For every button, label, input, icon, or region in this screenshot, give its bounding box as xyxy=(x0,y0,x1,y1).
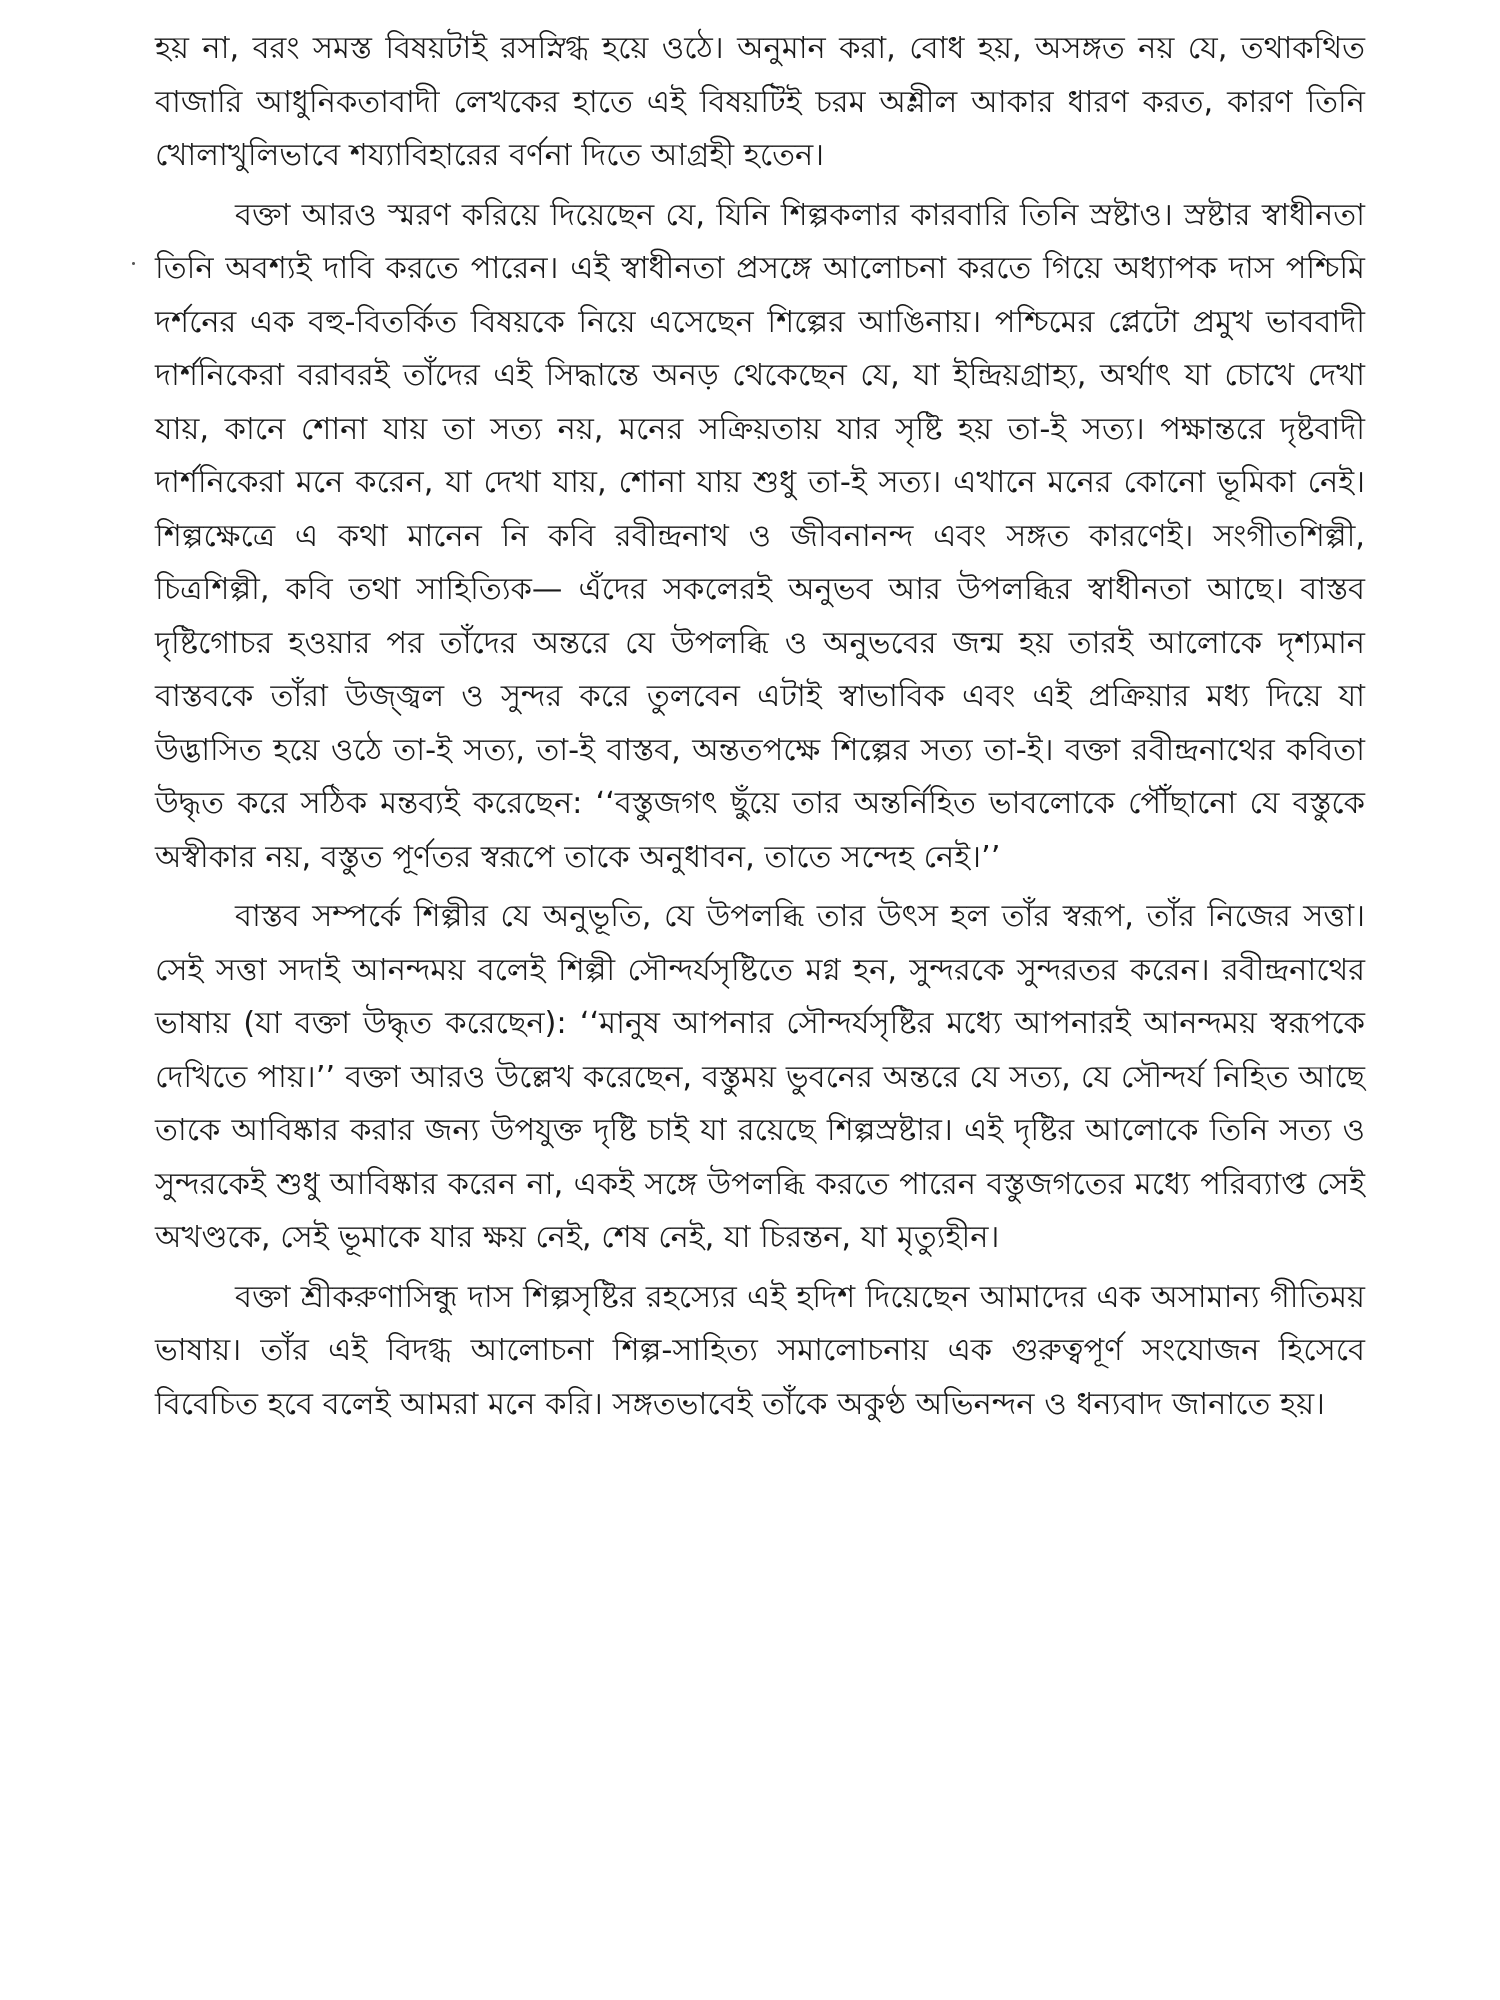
scan-speck xyxy=(132,262,135,265)
paragraph-closing: বক্তা শ্রীকরুণাসিন্ধু দাস শিল্পসৃষ্টির রহস্যের এই হদিশ দিয়েছেন আমাদের এক অসামান্য গীতিময় ভাষায়। তাঁর এই বিদগ্ধ আলোচনা শিল্প-সাহিত্য সমালোচনায় এক গুরুত্বপূর্ণ সংযোজন হিসেবে বিবেচিত হবে বলেই আমরা মনে করি। সঙ্গতভাবেই তাঁকে অকুণ্ঠ অভিনন্দন ও ধন্যবাদ জানাতে হয়। xyxy=(155,1279,1365,1422)
paragraph-continuation: হয় না, বরং সমস্ত বিষয়টাই রসস্নিগ্ধ হয়ে ওঠে। অনুমান করা, বোধ হয়, অসঙ্গত নয় যে, তথাকথিত বাজারি আধুনিকতাবাদী লেখকের হাতে এই বিষয়টিই চরম অশ্লীল আকার ধারণ করত, কারণ তিনি খোলাখুলিভাবে শয্যাবিহারের বর্ণনা দিতে আগ্রহী হতেন। xyxy=(155,31,1365,173)
document-page xyxy=(155,22,1365,1431)
paragraph-artist-perception: বাস্তব সম্পর্কে শিল্পীর যে অনুভূতি, যে উপলব্ধি তার উৎস হল তাঁর স্বরূপ, তাঁর নিজের সত্তা। সেই সত্তা সদাই আনন্দময় বলেই শিল্পী সৌন্দর্যসৃষ্টিতে মগ্ন হন, সুন্দরকে সুন্দরতর করেন। রবীন্দ্রনাথের ভাষায় (যা বক্তা উদ্ধৃত করেছেন): ‘‘মানুষ আপনার সৌন্দর্যসৃষ্টির মধ্যে আপনারই আনন্দময় স্বরূপকে দেখিতে পায়।’’ বক্তা আরও উল্লেখ করেছেন, বস্তুময় ভুবনের অন্তরে যে সত্য, যে সৌন্দর্য নিহিত আছে তাকে আবিষ্কার করার জন্য উপযুক্ত দৃষ্টি চাই যা রয়েছে শিল্পস্রষ্টার। এই দৃষ্টির আলোকে তিনি সত্য ও সুন্দরকেই শুধু আবিষ্কার করেন না, একই সঙ্গে উপলব্ধি করতে পারেন বস্তুজগতের মধ্যে পরিব্যাপ্ত সেই অখণ্ডকে, সেই ভূমাকে যার ক্ষয় নেই, শেষ নেই, যা চিরন্তন, যা মৃত্যুহীন। xyxy=(155,899,1365,1255)
paragraph-creative-freedom: বক্তা আরও স্মরণ করিয়ে দিয়েছেন যে, যিনি শিল্পকলার কারবারি তিনি স্রষ্টাও। স্রষ্টার স্বাধীনতা তিনি অবশ্যই দাবি করতে পারেন। এই স্বাধীনতা প্রসঙ্গে আলোচনা করতে গিয়ে অধ্যাপক দাস পশ্চিমি দর্শনের এক বহু-বিতর্কিত বিষয়কে নিয়ে এসেছেন শিল্পের আঙিনায়। পশ্চিমের প্লেটো প্রমুখ ভাববাদী দার্শনিকেরা বরাবরই তাঁদের এই সিদ্ধান্তে অনড় থেকেছেন যে, যা ইন্দ্রিয়গ্রাহ্য, অর্থাৎ যা চোখে দেখা যায়, কানে শোনা যায় তা সত্য নয়, মনের সক্রিয়তায় যার সৃষ্টি হয় তা-ই সত্য। পক্ষান্তরে দৃষ্টবাদী দার্শনিকেরা মনে করেন, যা দেখা যায়, শোনা যায় শুধু তা-ই সত্য। এখানে মনের কোনো ভূমিকা নেই। শিল্পক্ষেত্রে এ কথা মানেন নি কবি রবীন্দ্রনাথ ও জীবনানন্দ এবং সঙ্গত কারণেই। সংগীতশিল্পী, চিত্রশিল্পী, কবি তথা সাহিত্যিক— এঁদের সকলেরই অনুভব আর উপলব্ধির স্বাধীনতা আছে। বাস্তব দৃষ্টিগোচর হওয়ার পর তাঁদের অন্তরে যে উপলব্ধি ও অনুভবের জন্ম হয় তারই আলোকে দৃশ্যমান বাস্তবকে তাঁরা উজ্জ্বল ও সুন্দর করে তুলবেন এটাই স্বাভাবিক এবং এই প্রক্রিয়ার মধ্য দিয়ে যা উদ্ভাসিত হয়ে ওঠে তা-ই সত্য, তা-ই বাস্তব, অন্ততপক্ষে শিল্পের সত্য তা-ই। বক্তা রবীন্দ্রনাথের কবিতা উদ্ধৃত করে সঠিক মন্তব্যই করেছেন: ‘‘বস্তুজগৎ ছুঁয়ে তার অন্তর্নিহিত ভাবলোকে পৌঁছানো যে বস্তুকে অস্বীকার নয়, বস্তুত পূর্ণতর স্বরূপে তাকে অনুধাবন, তাতে সন্দেহ নেই।’’ xyxy=(155,197,1365,875)
